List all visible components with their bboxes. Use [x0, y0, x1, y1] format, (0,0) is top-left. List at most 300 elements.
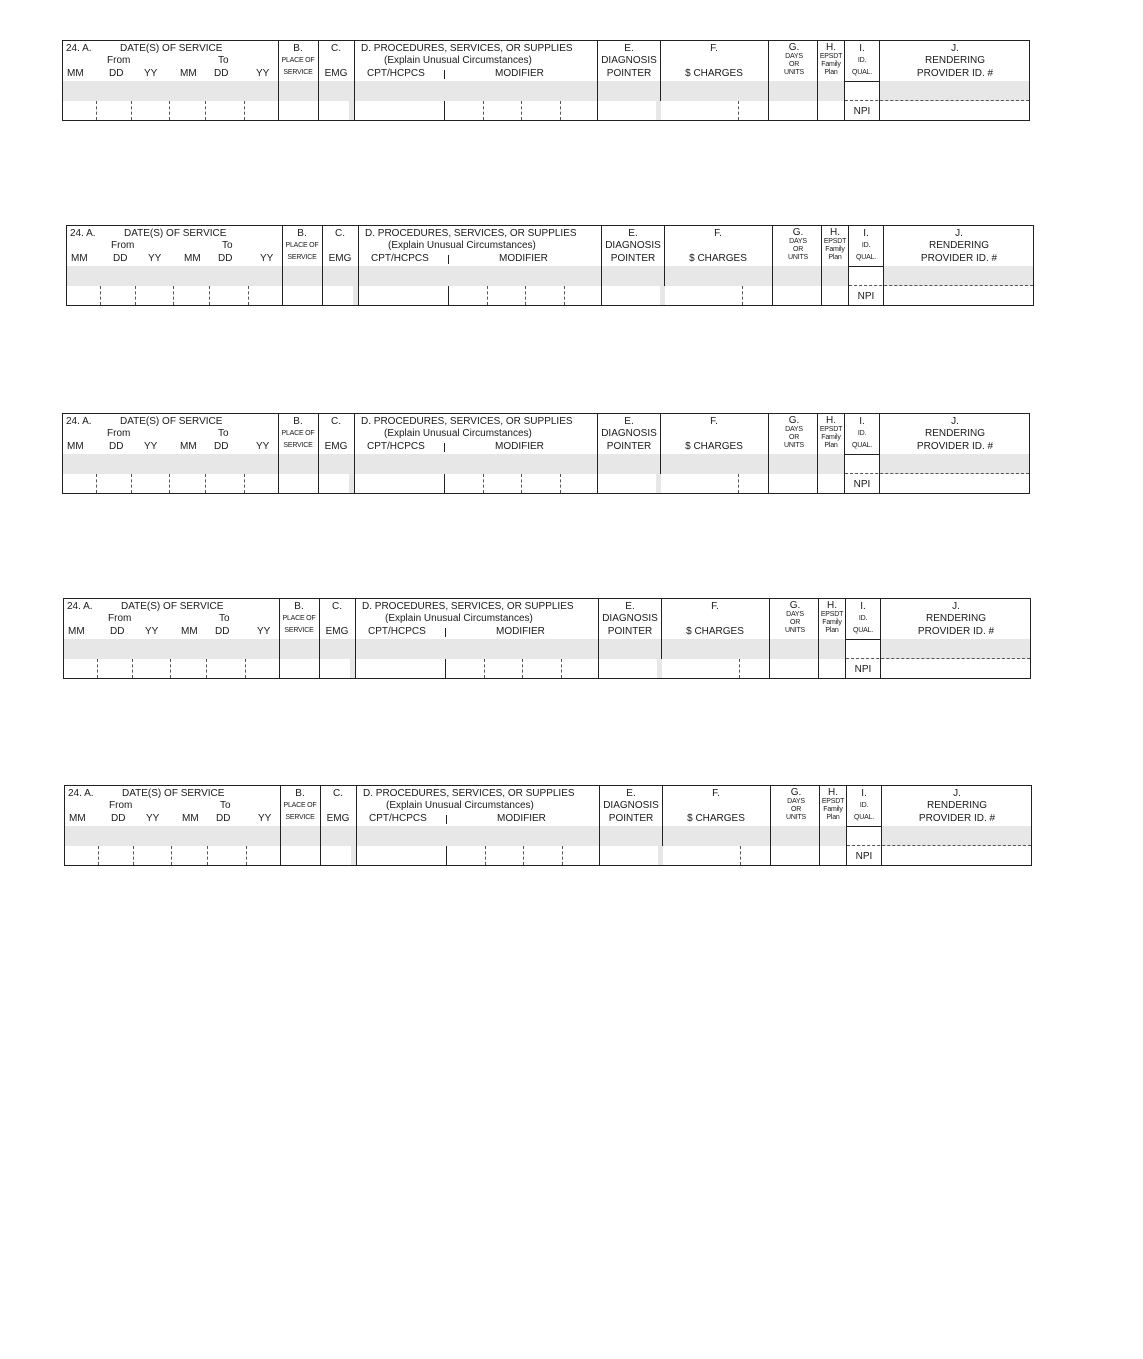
explain-circumstances-label: (Explain Unusual Circumstances) — [386, 800, 534, 811]
modifier-label: MODIFIER — [495, 441, 544, 452]
to-label: To — [222, 240, 233, 251]
id-label: ID. — [861, 242, 871, 249]
dd-from-label: DD — [109, 68, 124, 79]
days-label: DAYS — [786, 611, 804, 618]
j-label: J. — [951, 43, 959, 54]
place-of-service-label-2: SERVICE — [283, 69, 313, 76]
j-label: J. — [951, 416, 959, 427]
cpt-hcpcs-label: CPT/HCPCS — [369, 813, 427, 824]
place-of-service-label: PLACE OF — [285, 242, 319, 249]
dd-to-label: DD — [215, 626, 230, 637]
yy-to-label: YY — [258, 813, 272, 824]
shaded-provider-id-row[interactable] — [880, 454, 1029, 474]
column-divider — [881, 786, 882, 865]
shaded-supplemental-row[interactable] — [63, 81, 845, 101]
h-label: H. — [830, 227, 840, 238]
place-of-service-label-2: SERVICE — [283, 442, 313, 449]
field-gap — [658, 846, 663, 865]
field-divider — [205, 474, 206, 493]
diagnosis-label: DIAGNOSIS — [602, 613, 658, 624]
h-label: H. — [828, 787, 838, 798]
mm-to-label: MM — [180, 68, 197, 79]
field-divider — [246, 846, 247, 865]
charges-label: $ CHARGES — [685, 441, 743, 452]
f-label: F. — [710, 43, 718, 54]
b-label: B. — [295, 788, 305, 799]
procedures-label: D. PROCEDURES, SERVICES, OR SUPPLIES — [365, 228, 577, 239]
yy-from-label: YY — [148, 253, 162, 264]
field-divider — [209, 286, 210, 305]
emg-label: EMG — [324, 68, 348, 79]
modifier-label: MODIFIER — [495, 68, 544, 79]
service-line-block — [62, 413, 1030, 494]
dd-to-label: DD — [216, 813, 231, 824]
field-divider — [170, 659, 171, 678]
column-divider — [879, 414, 880, 493]
days-label: DAYS — [785, 53, 803, 60]
field-divider — [96, 101, 97, 120]
field-divider — [131, 101, 132, 120]
diagnosis-label: DIAGNOSIS — [601, 428, 657, 439]
e-label: E. — [626, 788, 636, 799]
or-label: OR — [790, 806, 802, 813]
id-label: ID. — [859, 802, 869, 809]
yy-from-label: YY — [145, 626, 159, 637]
column-divider — [597, 414, 598, 493]
c-label: C. — [331, 416, 341, 427]
cpt-modifier-divider — [446, 815, 447, 824]
charges-label: $ CHARGES — [686, 626, 744, 637]
epsdt-label: EPSDT — [819, 426, 843, 433]
npi-label: NPI — [855, 851, 873, 862]
pointer-label: POINTER — [606, 68, 652, 79]
cpt-hcpcs-label: CPT/HCPCS — [367, 441, 425, 452]
cpt-hcpcs-label: CPT/HCPCS — [367, 68, 425, 79]
units-label: UNITS — [785, 814, 807, 821]
npi-separator — [845, 100, 1029, 101]
i-label: I. — [860, 601, 866, 612]
rendering-label: RENDERING — [924, 428, 986, 439]
h-label: H. — [826, 415, 836, 426]
qual-label: QUAL. — [851, 442, 873, 449]
column-divider — [319, 599, 320, 678]
pointer-label: POINTER — [606, 441, 652, 452]
mm-to-label: MM — [180, 441, 197, 452]
mm-to-label: MM — [184, 253, 201, 264]
field-gap — [351, 846, 356, 865]
place-of-service-label: PLACE OF — [282, 615, 316, 622]
npi-label: NPI — [853, 106, 871, 117]
cpt-modifier-field-divider — [446, 846, 447, 865]
npi-label: NPI — [853, 479, 871, 490]
or-label: OR — [792, 246, 804, 253]
dates-of-service-title: DATE(S) OF SERVICE — [121, 601, 224, 612]
units-label: UNITS — [783, 69, 805, 76]
dd-to-label: DD — [218, 253, 233, 264]
yy-to-label: YY — [256, 441, 270, 452]
f-label: F. — [710, 416, 718, 427]
cpt-modifier-field-divider — [444, 101, 445, 120]
column-divider — [846, 786, 847, 865]
dd-from-label: DD — [111, 813, 126, 824]
column-divider — [354, 414, 355, 493]
column-divider — [848, 226, 849, 305]
provider-id-label: PROVIDER ID. # — [916, 68, 994, 79]
mm-from-label: MM — [68, 626, 85, 637]
field-divider — [483, 474, 484, 493]
field-divider — [560, 474, 561, 493]
from-label: From — [108, 613, 132, 624]
column-divider — [880, 599, 881, 678]
column-divider — [358, 226, 359, 305]
field-divider — [562, 846, 563, 865]
shaded-supplemental-row[interactable] — [64, 639, 846, 659]
field-gap — [353, 286, 358, 305]
e-label: E. — [624, 416, 634, 427]
field-divider — [521, 101, 522, 120]
family-label: Family — [825, 246, 845, 253]
plan-label: Plan — [828, 254, 842, 261]
charges-label: $ CHARGES — [687, 813, 745, 824]
field-gap — [349, 474, 354, 493]
column-divider — [770, 786, 771, 865]
dates-of-service-title: DATE(S) OF SERVICE — [120, 416, 223, 427]
shaded-provider-id-row[interactable] — [884, 266, 1033, 286]
field-divider — [135, 286, 136, 305]
epsdt-label: EPSDT — [823, 238, 847, 245]
emg-label: EMG — [326, 813, 350, 824]
dd-from-label: DD — [110, 626, 125, 637]
field-divider — [740, 846, 741, 865]
cpt-modifier-field-divider — [448, 286, 449, 305]
plan-label: Plan — [824, 69, 838, 76]
units-label: UNITS — [784, 627, 806, 634]
g-label: G. — [789, 600, 801, 611]
mm-to-label: MM — [182, 813, 199, 824]
b-label: B. — [294, 601, 304, 612]
place-of-service-label: PLACE OF — [283, 802, 317, 809]
field-divider — [487, 286, 488, 305]
column-divider — [282, 226, 283, 305]
i-label: I. — [859, 416, 865, 427]
family-label: Family — [821, 434, 841, 441]
days-label: DAYS — [785, 426, 803, 433]
field-divider — [169, 101, 170, 120]
diagnosis-label: DIAGNOSIS — [605, 240, 661, 251]
yy-from-label: YY — [144, 68, 158, 79]
h-label: H. — [827, 600, 837, 611]
field-divider — [248, 286, 249, 305]
field-divider — [98, 846, 99, 865]
j-label: J. — [953, 788, 961, 799]
yy-to-label: YY — [260, 253, 274, 264]
qual-label: QUAL. — [852, 627, 874, 634]
shaded-provider-id-row[interactable] — [881, 639, 1030, 659]
to-label: To — [218, 428, 229, 439]
provider-id-label: PROVIDER ID. # — [918, 813, 996, 824]
plan-label: Plan — [825, 627, 839, 634]
field-divider — [100, 286, 101, 305]
e-label: E. — [624, 43, 634, 54]
units-label: UNITS — [787, 254, 809, 261]
column-divider — [844, 414, 845, 493]
qual-label: QUAL. — [851, 69, 873, 76]
diagnosis-label: DIAGNOSIS — [603, 800, 659, 811]
npi-separator — [847, 845, 1031, 846]
i-label: I. — [859, 43, 865, 54]
dates-of-service-title: DATE(S) OF SERVICE — [122, 788, 225, 799]
column-divider — [844, 41, 845, 120]
field-divider — [206, 659, 207, 678]
npi-separator — [849, 285, 1033, 286]
field-divider — [171, 846, 172, 865]
rendering-label: RENDERING — [926, 800, 988, 811]
field-divider — [521, 474, 522, 493]
family-label: Family — [823, 806, 843, 813]
dd-to-label: DD — [214, 441, 229, 452]
cpt-modifier-field-divider — [445, 659, 446, 678]
provider-id-label: PROVIDER ID. # — [920, 253, 998, 264]
field-gap — [656, 474, 661, 493]
cpt-hcpcs-label: CPT/HCPCS — [368, 626, 426, 637]
field-divider — [561, 659, 562, 678]
item-number: 24. A. — [66, 416, 92, 427]
g-label: G. — [788, 415, 800, 426]
or-label: OR — [789, 619, 801, 626]
field-divider — [173, 286, 174, 305]
mm-from-label: MM — [67, 441, 84, 452]
provider-id-label: PROVIDER ID. # — [916, 441, 994, 452]
column-divider — [772, 226, 773, 305]
place-of-service-label-2: SERVICE — [285, 814, 315, 821]
yy-from-label: YY — [144, 441, 158, 452]
item-number: 24. A. — [68, 788, 94, 799]
pointer-label: POINTER — [610, 253, 656, 264]
c-label: C. — [332, 601, 342, 612]
to-label: To — [218, 55, 229, 66]
shaded-provider-id-row[interactable] — [880, 81, 1029, 101]
field-divider — [96, 474, 97, 493]
field-divider — [523, 846, 524, 865]
id-label: ID. — [857, 57, 867, 64]
charges-label: $ CHARGES — [685, 68, 743, 79]
column-divider — [320, 786, 321, 865]
yy-to-label: YY — [257, 626, 271, 637]
npi-separator — [846, 658, 1030, 659]
provider-id-label: PROVIDER ID. # — [917, 626, 995, 637]
mm-from-label: MM — [69, 813, 86, 824]
to-label: To — [220, 800, 231, 811]
item-number: 24. A. — [67, 601, 93, 612]
column-divider — [821, 226, 822, 305]
dd-from-label: DD — [113, 253, 128, 264]
cpt-hcpcs-label: CPT/HCPCS — [371, 253, 429, 264]
column-divider — [818, 599, 819, 678]
field-divider — [742, 286, 743, 305]
column-divider — [278, 414, 279, 493]
yy-to-label: YY — [256, 68, 270, 79]
column-divider — [598, 599, 599, 678]
field-divider — [560, 101, 561, 120]
modifier-label: MODIFIER — [499, 253, 548, 264]
column-divider — [845, 599, 846, 678]
qual-label: QUAL. — [853, 814, 875, 821]
service-line-block — [63, 598, 1031, 679]
column-divider — [318, 414, 319, 493]
plan-label: Plan — [826, 814, 840, 821]
emg-label: EMG — [328, 253, 352, 264]
field-divider — [132, 659, 133, 678]
cpt-modifier-divider — [445, 628, 446, 637]
mm-from-label: MM — [67, 68, 84, 79]
f-label: F. — [714, 228, 722, 239]
place-of-service-label: PLACE OF — [281, 430, 315, 437]
column-divider — [355, 599, 356, 678]
days-label: DAYS — [787, 798, 805, 805]
field-divider — [738, 101, 739, 120]
field-divider — [245, 659, 246, 678]
cpt-modifier-divider — [444, 70, 445, 79]
to-label: To — [219, 613, 230, 624]
dd-to-label: DD — [214, 68, 229, 79]
column-divider — [599, 786, 600, 865]
pointer-label: POINTER — [607, 626, 653, 637]
npi-label: NPI — [854, 664, 872, 675]
days-label: DAYS — [789, 238, 807, 245]
pointer-label: POINTER — [608, 813, 654, 824]
shaded-supplemental-row[interactable] — [63, 454, 845, 474]
id-label: ID. — [858, 615, 868, 622]
or-label: OR — [788, 434, 800, 441]
column-divider — [879, 41, 880, 120]
field-divider — [739, 659, 740, 678]
field-divider — [485, 846, 486, 865]
place-of-service-label-2: SERVICE — [284, 627, 314, 634]
cpt-modifier-divider — [448, 255, 449, 264]
plan-label: Plan — [824, 442, 838, 449]
item-number: 24. A. — [66, 43, 92, 54]
g-label: G. — [790, 787, 802, 798]
qual-label: QUAL. — [855, 254, 877, 261]
modifier-label: MODIFIER — [496, 626, 545, 637]
b-label: B. — [293, 416, 303, 427]
i-label: I. — [863, 228, 869, 239]
from-label: From — [107, 428, 131, 439]
dd-from-label: DD — [109, 441, 124, 452]
field-gap — [656, 101, 661, 120]
field-divider — [564, 286, 565, 305]
b-label: B. — [297, 228, 307, 239]
diagnosis-label: DIAGNOSIS — [601, 55, 657, 66]
e-label: E. — [625, 601, 635, 612]
field-gap — [660, 286, 665, 305]
modifier-label: MODIFIER — [497, 813, 546, 824]
shaded-supplemental-row[interactable] — [67, 266, 849, 286]
g-label: G. — [792, 227, 804, 238]
place-of-service-label: PLACE OF — [281, 57, 315, 64]
column-divider — [817, 41, 818, 120]
field-divider — [131, 474, 132, 493]
family-label: Family — [821, 61, 841, 68]
c-label: C. — [331, 43, 341, 54]
column-divider — [280, 786, 281, 865]
shaded-provider-id-row[interactable] — [882, 826, 1031, 846]
rendering-label: RENDERING — [924, 55, 986, 66]
or-label: OR — [788, 61, 800, 68]
field-divider — [244, 474, 245, 493]
field-divider — [244, 101, 245, 120]
service-line-block — [64, 785, 1032, 866]
rendering-label: RENDERING — [928, 240, 990, 251]
from-label: From — [111, 240, 135, 251]
j-label: J. — [952, 601, 960, 612]
c-label: C. — [333, 788, 343, 799]
column-divider — [883, 226, 884, 305]
service-line-block — [66, 225, 1034, 306]
procedures-label: D. PROCEDURES, SERVICES, OR SUPPLIES — [363, 788, 575, 799]
procedures-label: D. PROCEDURES, SERVICES, OR SUPPLIES — [361, 416, 573, 427]
cpt-modifier-field-divider — [444, 474, 445, 493]
service-line-block — [62, 40, 1030, 121]
from-label: From — [107, 55, 131, 66]
units-label: UNITS — [783, 442, 805, 449]
i-label: I. — [861, 788, 867, 799]
column-divider — [601, 226, 602, 305]
procedures-label: D. PROCEDURES, SERVICES, OR SUPPLIES — [362, 601, 574, 612]
field-divider — [484, 659, 485, 678]
npi-label: NPI — [857, 291, 875, 302]
field-divider — [522, 659, 523, 678]
rendering-label: RENDERING — [925, 613, 987, 624]
field-divider — [205, 101, 206, 120]
emg-label: EMG — [324, 441, 348, 452]
field-gap — [657, 659, 662, 678]
b-label: B. — [293, 43, 303, 54]
id-label: ID. — [857, 430, 867, 437]
field-divider — [169, 474, 170, 493]
explain-circumstances-label: (Explain Unusual Circumstances) — [384, 55, 532, 66]
epsdt-label: EPSDT — [819, 53, 843, 60]
f-label: F. — [711, 601, 719, 612]
dates-of-service-title: DATE(S) OF SERVICE — [120, 43, 223, 54]
column-divider — [769, 599, 770, 678]
field-divider — [738, 474, 739, 493]
procedures-label: D. PROCEDURES, SERVICES, OR SUPPLIES — [361, 43, 573, 54]
column-divider — [278, 41, 279, 120]
yy-from-label: YY — [146, 813, 160, 824]
column-divider — [318, 41, 319, 120]
npi-separator — [845, 473, 1029, 474]
column-divider — [817, 414, 818, 493]
field-divider — [207, 846, 208, 865]
column-divider — [768, 414, 769, 493]
explain-circumstances-label: (Explain Unusual Circumstances) — [384, 428, 532, 439]
place-of-service-label-2: SERVICE — [287, 254, 317, 261]
epsdt-label: EPSDT — [820, 611, 844, 618]
field-divider — [133, 846, 134, 865]
field-gap — [349, 101, 354, 120]
shaded-supplemental-row[interactable] — [65, 826, 847, 846]
column-divider — [322, 226, 323, 305]
c-label: C. — [335, 228, 345, 239]
mm-from-label: MM — [71, 253, 88, 264]
family-label: Family — [822, 619, 842, 626]
g-label: G. — [788, 42, 800, 53]
explain-circumstances-label: (Explain Unusual Circumstances) — [388, 240, 536, 251]
column-divider — [819, 786, 820, 865]
column-divider — [279, 599, 280, 678]
field-gap — [350, 659, 355, 678]
